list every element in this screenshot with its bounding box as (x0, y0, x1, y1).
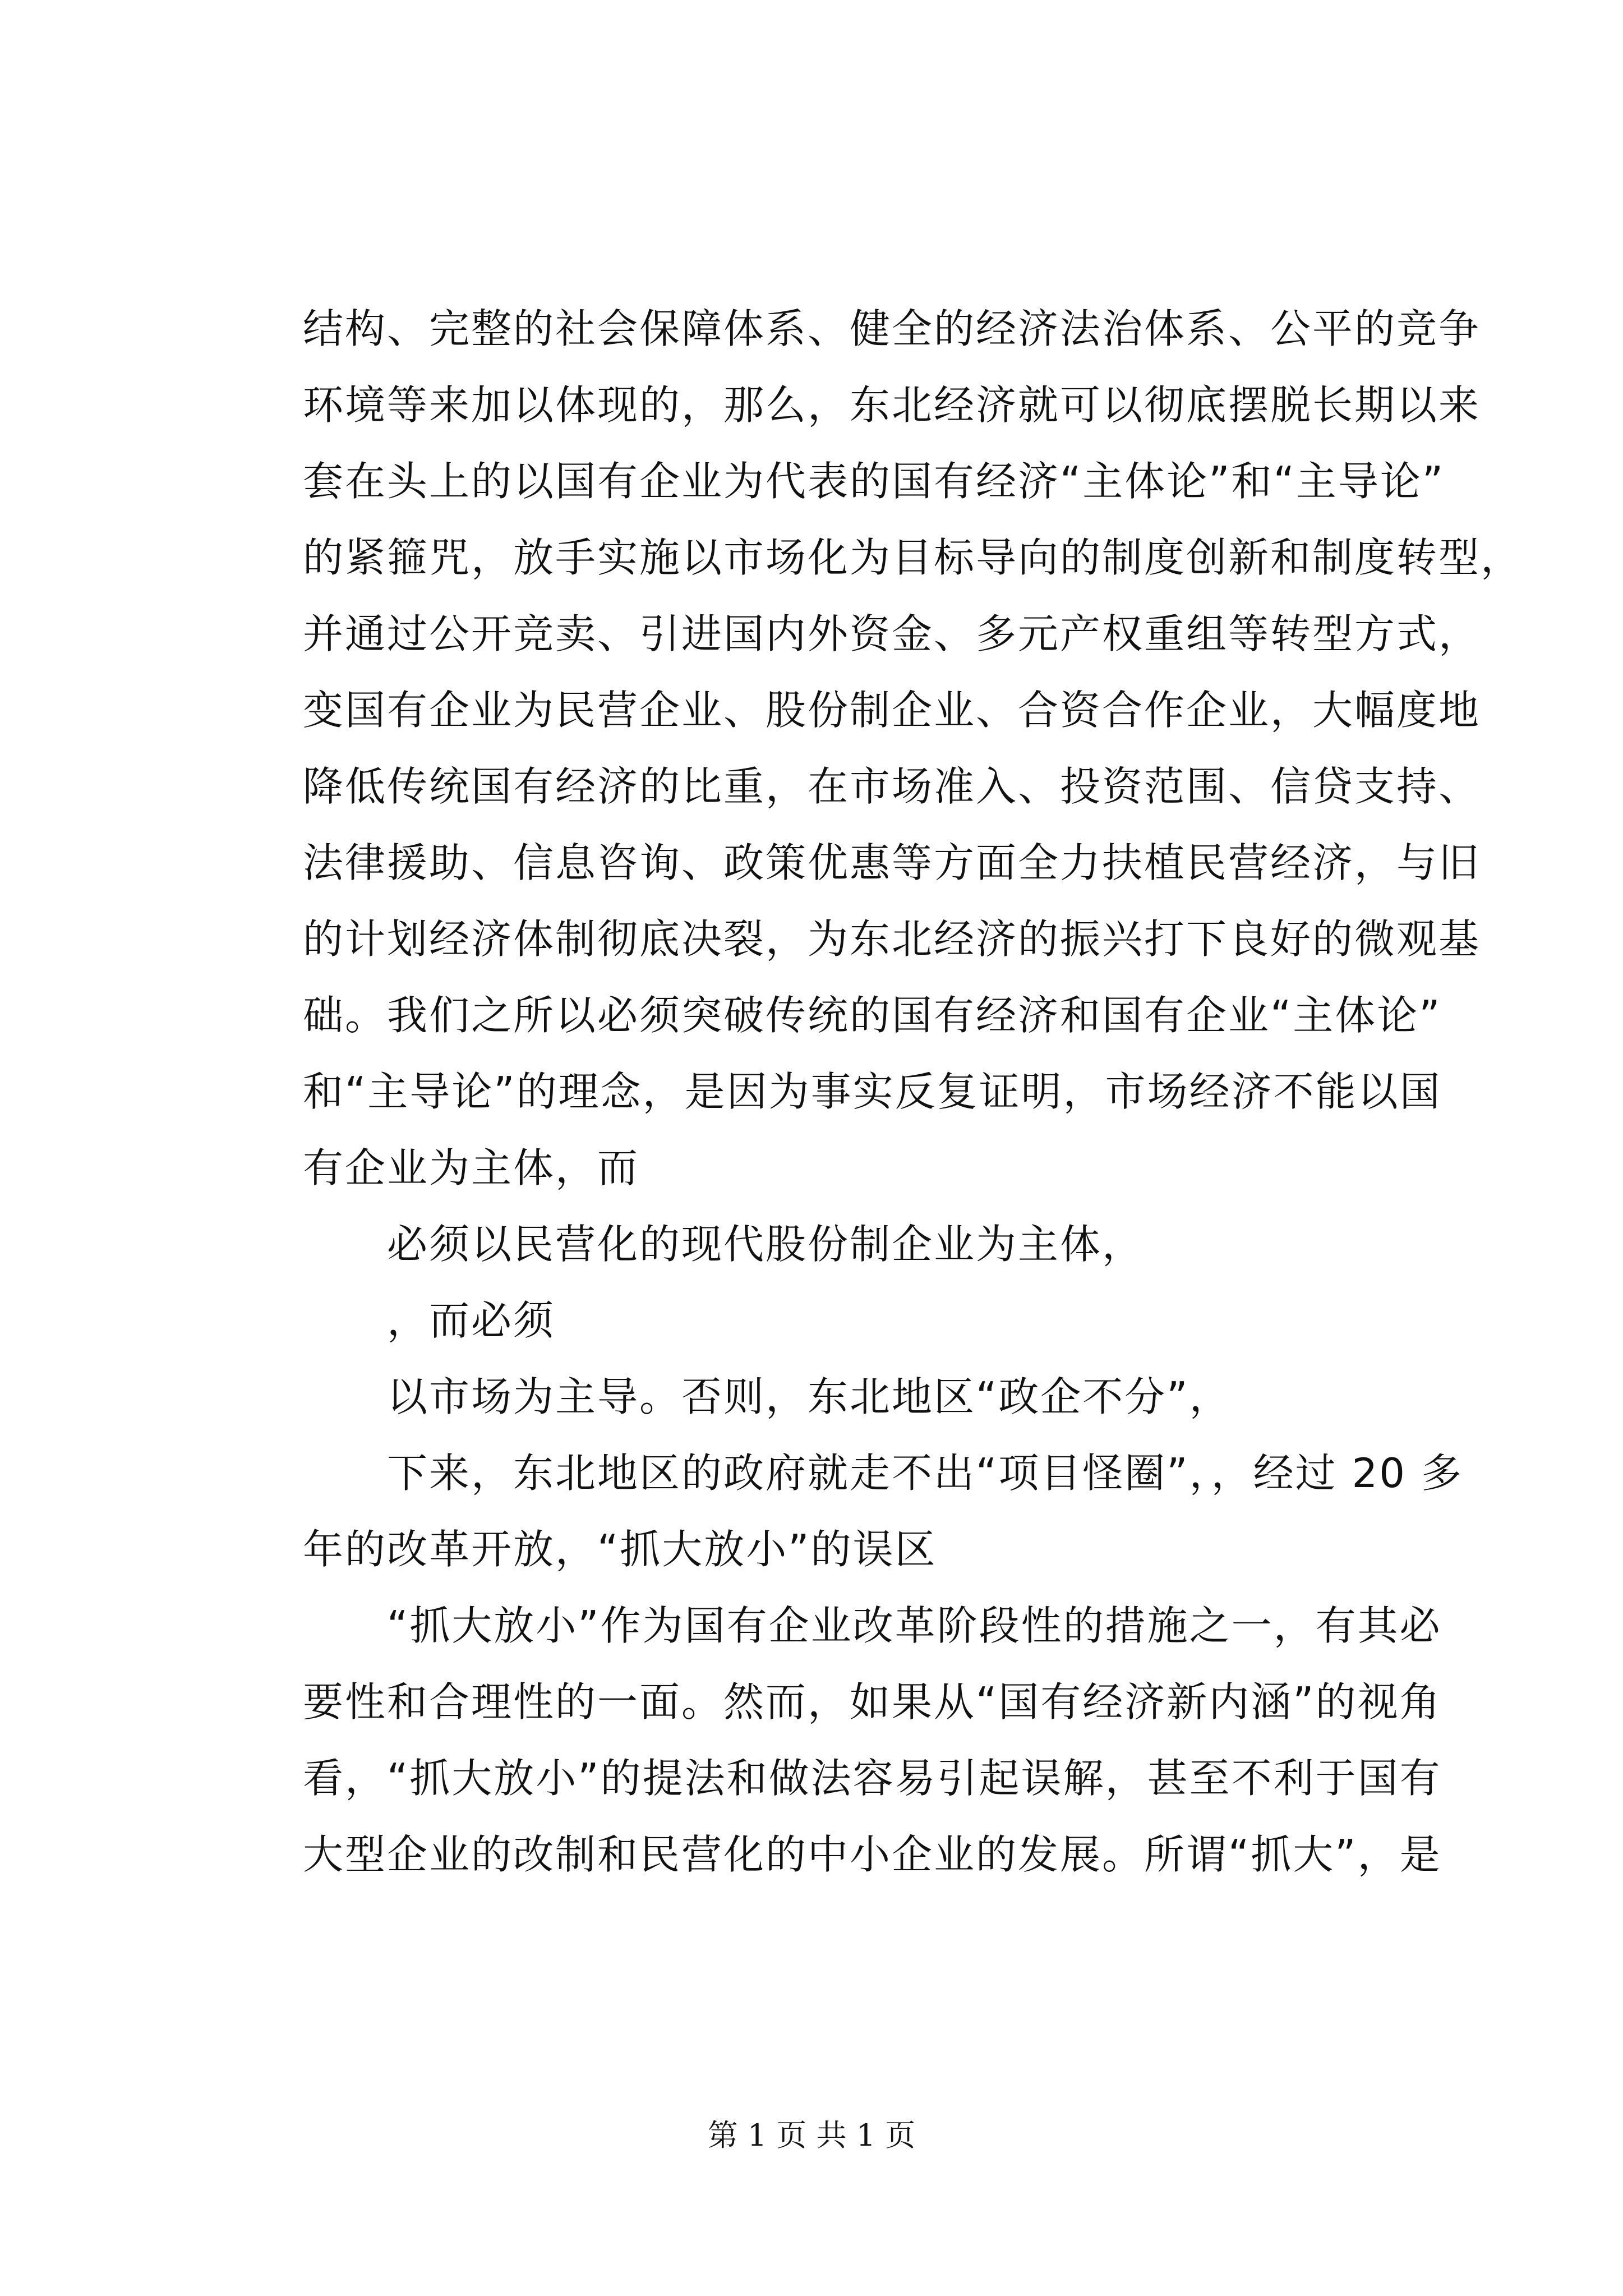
text-line: 并通过公开竞卖、引进国内外资金、多元产权重组等转型方式， (303, 610, 1481, 657)
text-line: 年的改革开放，“抓大放小”的误区 (303, 1526, 937, 1573)
text-line: 和“主导论”的理念，是因为事实反复证明，市场经济不能以国 (303, 1068, 1442, 1115)
text-line: 大型企业的改制和民营化的中小企业的发展。所谓“抓大”，是 (303, 1831, 1442, 1878)
page-footer (0, 2118, 1623, 2154)
text-line: 必须以民营化的现代股份制企业为主体， (303, 1221, 1145, 1268)
text-line: 法律援助、信息咨询、政策优惠等方面全力扶植民营经济，与旧 (303, 839, 1481, 886)
text-line: “抓大放小”作为国有企业改革阶段性的措施之一，有其必 (303, 1602, 1442, 1649)
text-line: 有企业为主体，而 (303, 1144, 640, 1191)
text-line: ，而必须 (303, 1297, 556, 1344)
page-number-label: 第 1 页 共 1 页 (707, 2118, 916, 2153)
text-line: 础。我们之所以必须突破传统的国有经济和国有企业“主体论” (303, 992, 1442, 1039)
text-line: 的紧箍咒，放手实施以市场化为目标导向的制度创新和制度转型， (303, 534, 1523, 581)
text-line: 结构、完整的社会保障体系、健全的经济法治体系、公平的竞争 (303, 305, 1481, 352)
text-line: 下来，东北地区的政府就走不出“项目怪圈”，，经过 20 多 (303, 1450, 1463, 1497)
text-line: 要性和合理性的一面。然而，如果从“国有经济新内涵”的视角 (303, 1678, 1442, 1726)
text-line: 看，“抓大放小”的提法和做法容易引起误解，甚至不利于国有 (303, 1755, 1442, 1802)
text-line: 环境等来加以体现的，那么，东北经济就可以彻底摆脱长期以来 (303, 381, 1481, 429)
text-line: 以市场为主导。否则，东北地区“政企不分”， (303, 1373, 1232, 1420)
text-line: 套在头上的以国有企业为代表的国有经济“主体论”和“主导论” (303, 458, 1445, 505)
text-line: 变国有企业为民营企业、股份制企业、合资合作企业，大幅度地 (303, 687, 1481, 734)
text-line: 的计划经济体制彻底决裂，为东北经济的振兴打下良好的微观基 (303, 915, 1481, 963)
document-body (303, 291, 1523, 1893)
text-line: 降低传统国有经济的比重，在市场准入、投资范围、信贷支持、 (303, 763, 1481, 810)
